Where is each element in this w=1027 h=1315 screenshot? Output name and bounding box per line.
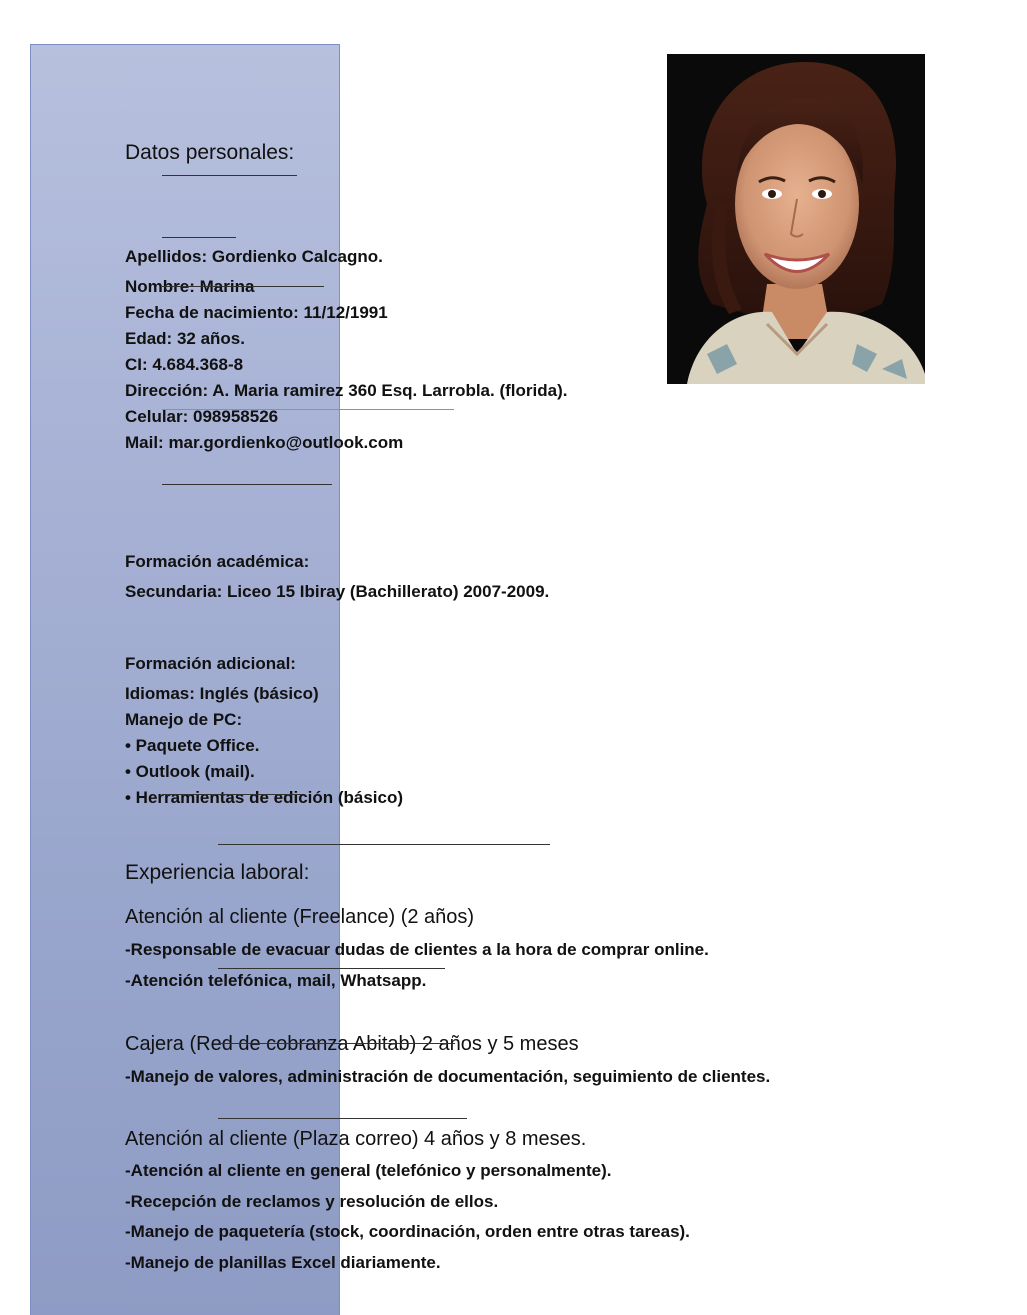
divider-line xyxy=(218,1043,455,1044)
experience-heading: Experiencia laboral: xyxy=(125,861,310,884)
divider-line xyxy=(162,237,236,238)
age-field: Edad: 32 años. xyxy=(125,329,245,348)
portrait-illustration xyxy=(667,54,925,384)
divider-line xyxy=(218,844,550,845)
job-task: -Manejo de valores, administración de documentación, seguimiento de clientes. xyxy=(125,1067,771,1086)
birth-date-field: Fecha de nacimiento: 11/12/1991 xyxy=(125,303,388,322)
job-task: -Manejo de planillas Excel diariamente. xyxy=(125,1253,441,1272)
job-title: Cajera (Red de cobranza Abitab) 2 años y 5 meses xyxy=(125,1033,579,1055)
ci-field: CI: 4.684.368-8 xyxy=(125,355,244,374)
list-item: • Outlook (mail). xyxy=(125,762,255,781)
list-item: • Paquete Office. xyxy=(125,736,260,755)
divider-line xyxy=(162,794,302,795)
secondary-education: Secundaria: Liceo 15 Ibiray (Bachillerato) 2007-2009. xyxy=(125,582,550,601)
divider-line xyxy=(162,286,324,287)
divider-line xyxy=(162,484,332,485)
job-task: -Atención telefónica, mail, Whatsapp. xyxy=(125,971,427,990)
sidebar-panel xyxy=(30,44,340,1315)
mail-field: Mail: mar.gordienko@outlook.com xyxy=(125,433,404,452)
phone-field: Celular: 098958526 xyxy=(125,407,279,426)
job-task: -Recepción de reclamos y resolución de ellos. xyxy=(125,1192,499,1211)
list-item: • Herramientas de edición (básico) xyxy=(125,788,404,807)
apellidos-field: Apellidos: Gordienko Calcagno. xyxy=(125,247,383,266)
languages-field: Idiomas: Inglés (básico) xyxy=(125,684,319,703)
job-title: Atención al cliente (Freelance) (2 años) xyxy=(125,906,475,928)
job-title: Atención al cliente (Plaza correo) 4 años y 8 meses. xyxy=(125,1128,587,1150)
divider-line xyxy=(162,175,297,176)
job-task: -Responsable de evacuar dudas de clientes a la hora de comprar online. xyxy=(125,940,709,959)
additional-training-heading: Formación adicional: xyxy=(125,654,296,673)
divider-line xyxy=(218,968,445,969)
personal-data-heading: Datos personales: xyxy=(125,141,295,164)
nombre-field: Nombre: Marina xyxy=(125,277,255,296)
job-task: -Atención al cliente en general (telefónico y personalmente). xyxy=(125,1161,612,1180)
education-heading: Formación académica: xyxy=(125,552,310,571)
divider-line xyxy=(218,1118,467,1119)
address-field: Dirección: A. Maria ramirez 360 Esq. Larrobla. (florida). xyxy=(125,381,568,400)
profile-photo xyxy=(667,54,925,384)
pc-skills-label: Manejo de PC: xyxy=(125,710,243,729)
job-task: -Manejo de paquetería (stock, coordinación, orden entre otras tareas). xyxy=(125,1222,690,1241)
